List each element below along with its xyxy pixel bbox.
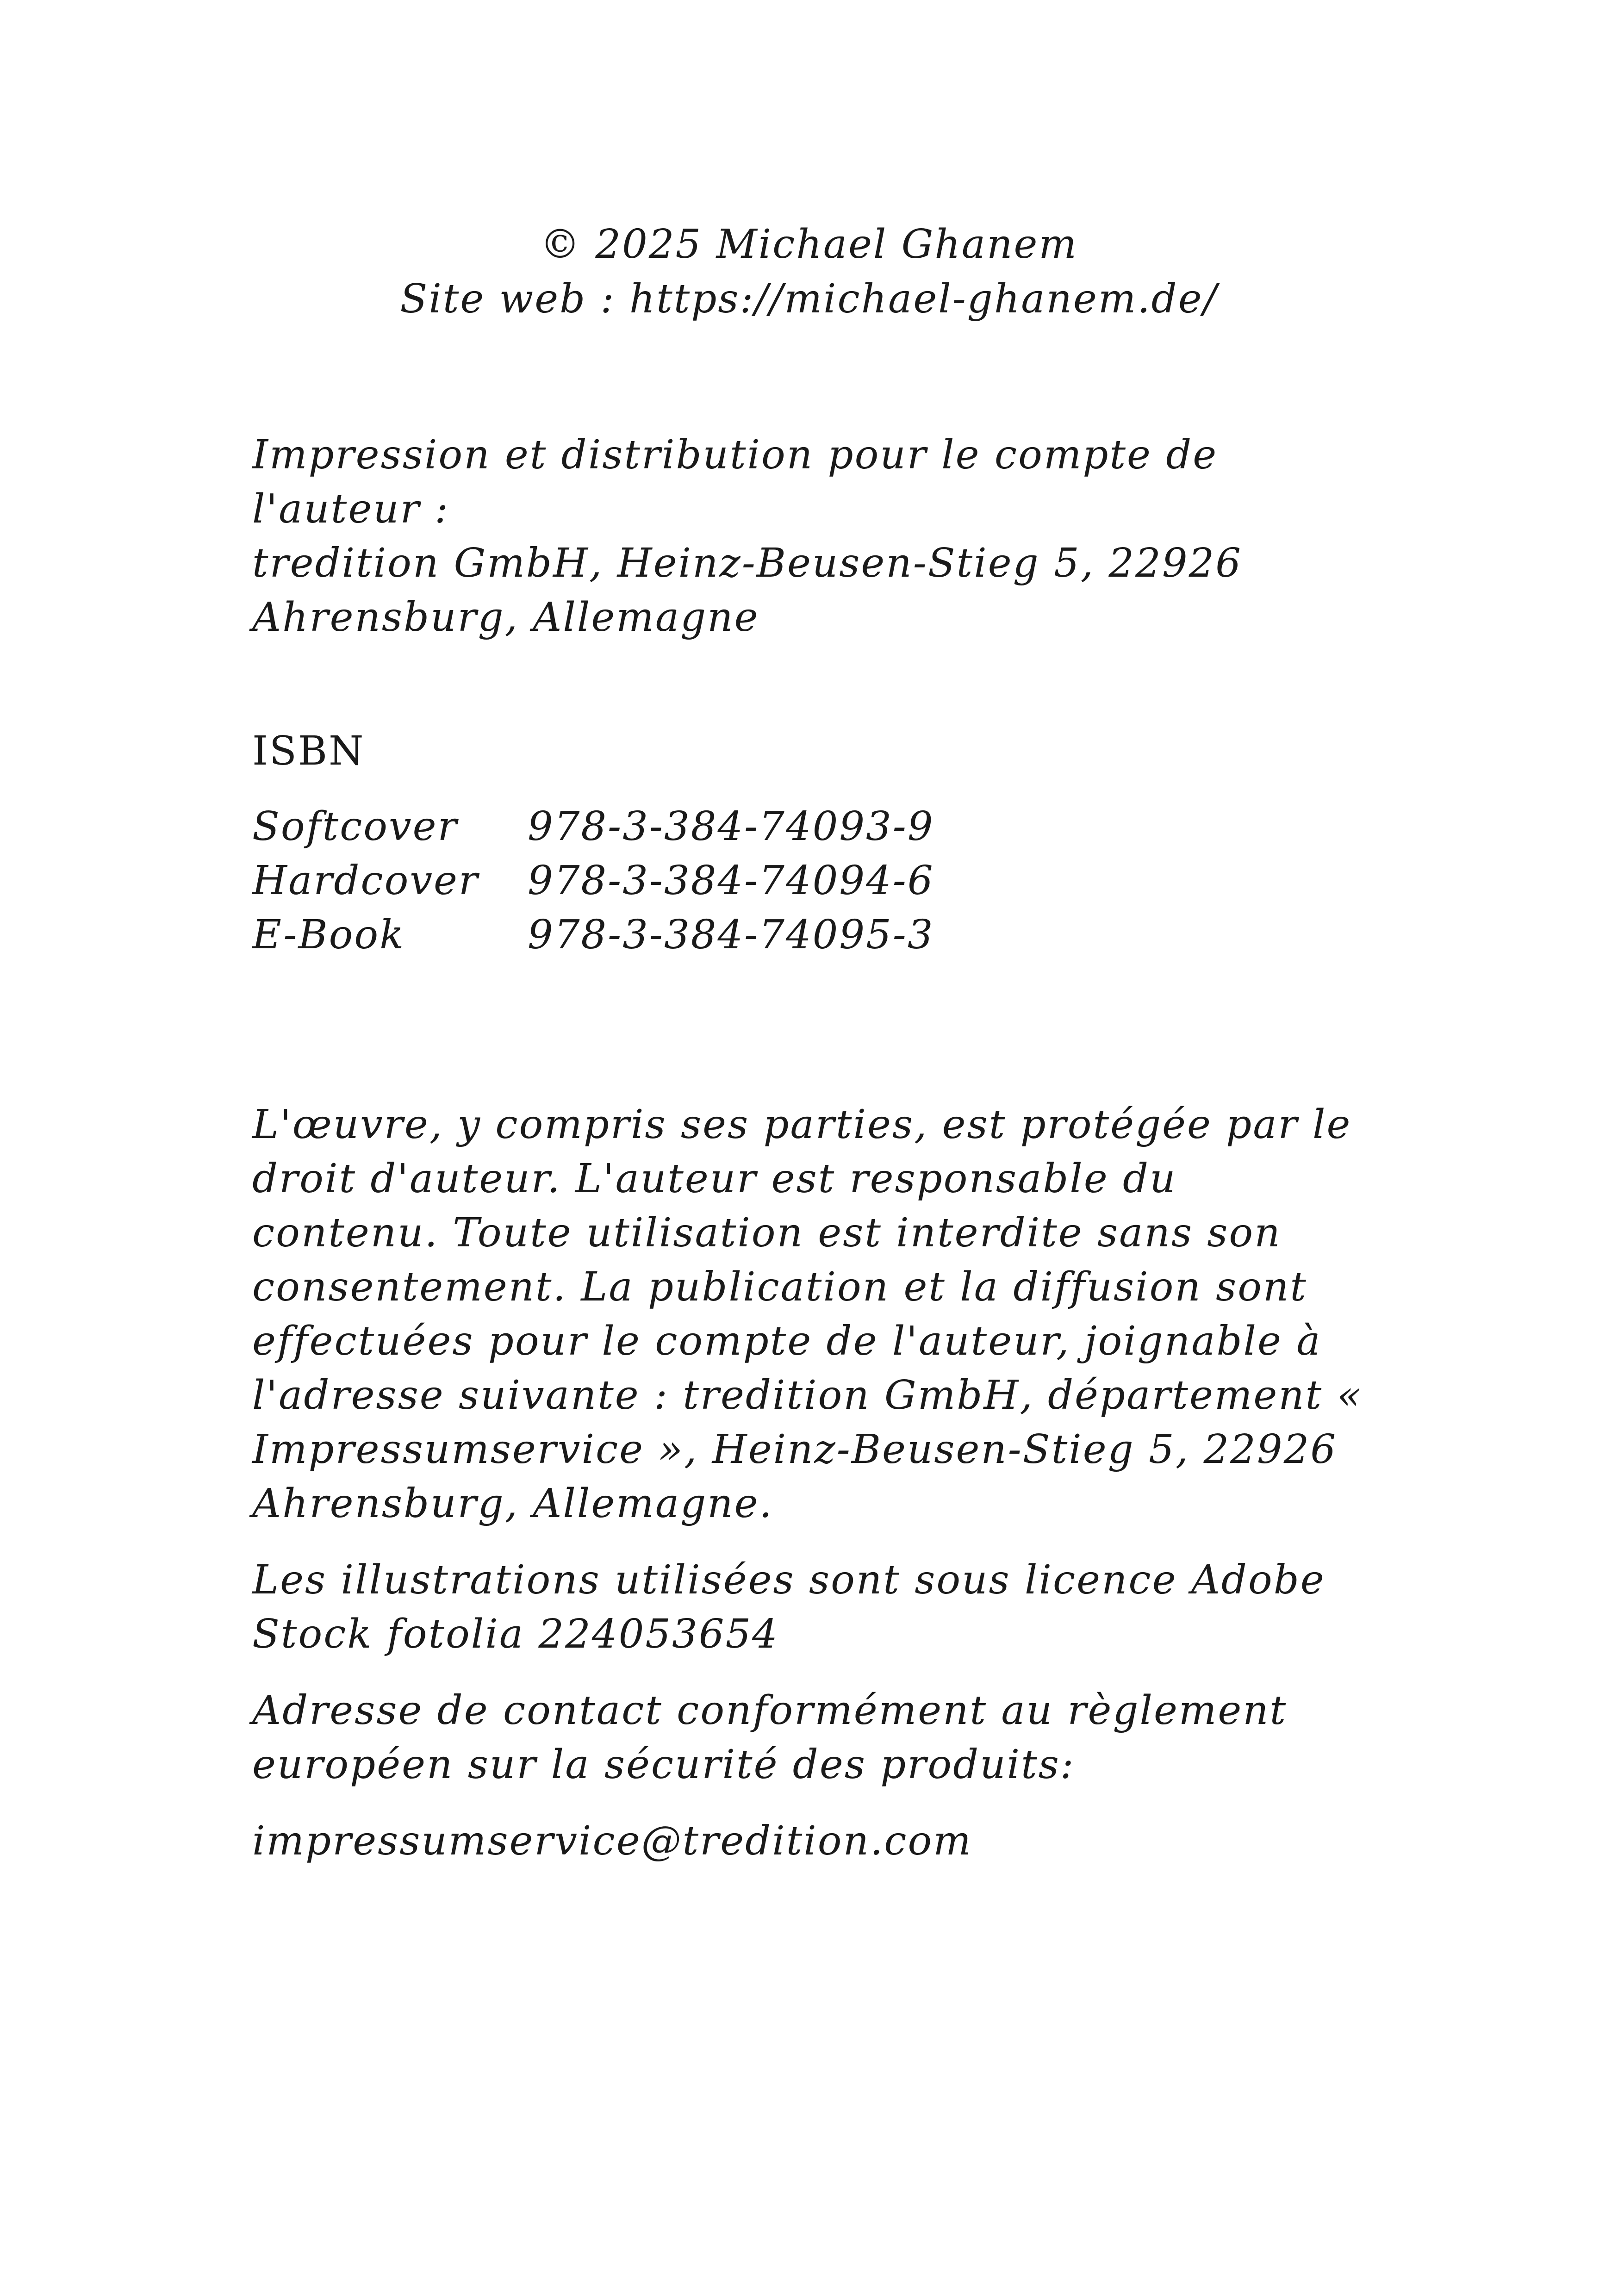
copyright-line: © 2025 Michael Ghanem <box>540 221 1078 268</box>
notice-line: contenu. Toute utilisation est interdite sans son <box>252 1210 1282 1256</box>
notice-line: Impressumservice », Heinz-Beusen-Stieg 5, 22926 <box>252 1426 1338 1473</box>
isbn-row <box>252 854 934 908</box>
printing-line: l'auteur : <box>252 486 450 532</box>
notice-line: l'adresse suivante : tredition GmbH, département « <box>252 1372 1363 1419</box>
isbn-row <box>252 908 934 962</box>
notice-line: droit d'auteur. L'auteur est responsable du <box>252 1156 1177 1202</box>
isbn-number: 978-3-384-74093-9 <box>528 803 934 850</box>
printing-line: Ahrensburg, Allemagne <box>252 594 759 641</box>
isbn-type: Softcover <box>252 803 458 850</box>
isbn-number: 978-3-384-74094-6 <box>528 858 934 904</box>
illustrations-line: Stock fotolia 224053654 <box>252 1611 779 1657</box>
contact-line: européen sur la sécurité des produits: <box>252 1742 1075 1788</box>
notice-line: L'œuvre, y compris ses parties, est protégée par le <box>252 1101 1352 1148</box>
contact-email: impressumservice@tredition.com <box>252 1818 972 1864</box>
isbn-type: Hardcover <box>252 858 479 904</box>
notice-line: consentement. La publication et la diffusion sont <box>252 1264 1307 1310</box>
illustrations-line: Les illustrations utilisées sont sous licence Adobe <box>252 1557 1326 1603</box>
isbn-heading: ISBN <box>252 728 365 774</box>
isbn-type: E-Book <box>252 912 405 958</box>
contact-line: Adresse de contact conformément au règlement <box>252 1687 1288 1734</box>
isbn-row <box>252 800 934 854</box>
notice-line: Ahrensburg, Allemagne. <box>252 1481 773 1527</box>
notice-line: effectuées pour le compte de l'auteur, joignable à <box>252 1318 1322 1364</box>
isbn-number: 978-3-384-74095-3 <box>528 912 934 958</box>
printing-line: Impression et distribution pour le compte de <box>252 432 1218 478</box>
printing-line: tredition GmbH, Heinz-Beusen-Stieg 5, 22926 <box>252 540 1242 586</box>
website-line: Site web : https://michael-ghanem.de/ <box>400 276 1218 322</box>
